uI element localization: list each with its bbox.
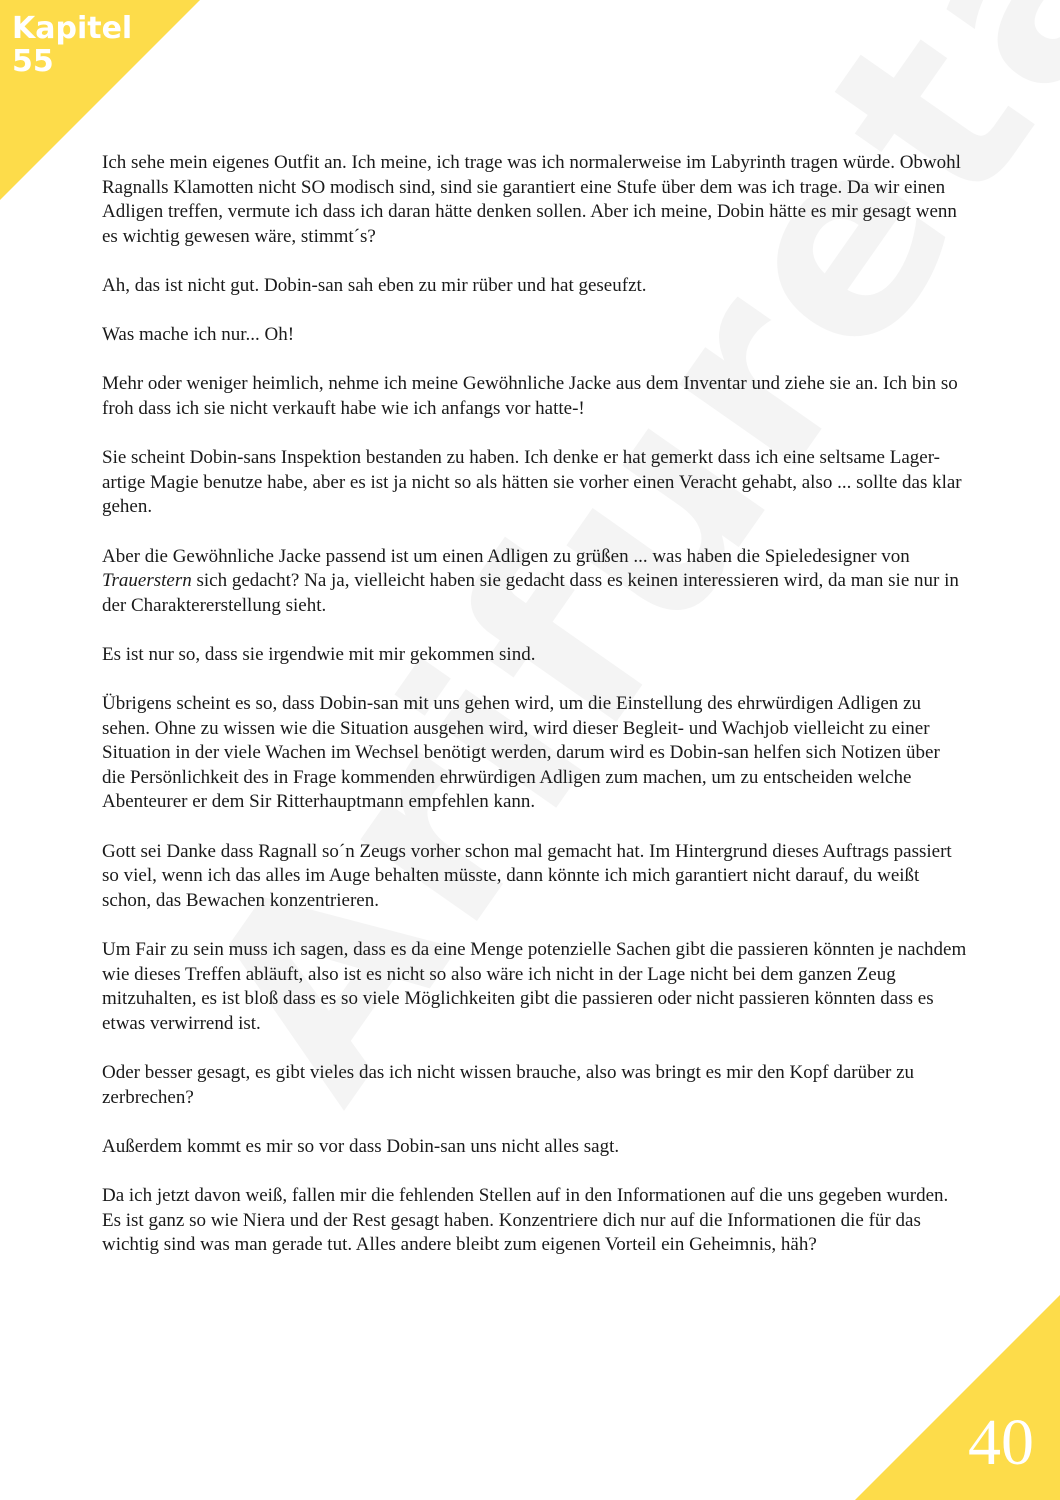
body-text (102, 151, 967, 1282)
paragraph: Ich sehe mein eigenes Outfit an. Ich meine, ich trage was ich normalerweise im Labyrinth tragen würde. Obwohl Ragnalls Klamotten nicht SO modisch sind, sind sie garantiert eine Stufe über dem was ich trage. Da wir einen Adligen treffen, vermute ich dass ich daran hätte denken sollen. Aber ich meine, Dobin hätte es mir gesagt wenn es wichtig gewesen wäre, stimmt´s? (102, 152, 961, 247)
text-run: sich gedacht? Na ja, vielleicht haben sie gedacht dass es keinen interessieren wird, da man sie nur in der Charaktererstellung sieht. (102, 570, 959, 616)
paragraph: Mehr oder weniger heimlich, nehme ich meine Gewöhnliche Jacke aus dem Inventar und ziehe sie an. Ich bin so froh dass ich sie nicht verkauft habe wie ich anfangs vor hatte-! (102, 373, 958, 419)
paragraph: Sie scheint Dobin-sans Inspektion bestanden zu haben. Ich denke er hat gemerkt dass ich eine seltsame Lager-artige Magie benutze habe, aber es ist ja nicht so als hätten sie vorher einen Veracht gehabt, also ... sollte das klar gehen. (102, 447, 962, 518)
page-number: 40 (968, 1406, 1034, 1479)
paragraph: Um Fair zu sein muss ich sagen, dass es da eine Menge potenzielle Sachen gibt die passieren könnten je nachdem wie dieses Treffen abläuft, also ist es nicht so also wäre ich nicht in der Lage nicht bei dem ganzen Zeug mitzuhalten, es ist bloß dass es so viele Möglichkeiten gibt die passieren oder nicht passieren könnten dass es etwas verwirrend ist. (102, 939, 967, 1034)
book-title: Trauerstern (102, 570, 192, 592)
paragraph: Was mache ich nur... Oh! (102, 324, 295, 346)
paragraph: Übrigens scheint es so, dass Dobin-san mit uns gehen wird, um die Einstellung des ehrwürdigen Adligen zu sehen. Ohne zu wissen wie die Situation ausgehen wird, wird dieser Begleit- und Wachjob vielleicht zu einer Situation in der viele Wachen im Wechsel benötigt werden, darum wird es Dobin-san helfen sich Notizen über die Persönlichkeit des in Frage kommenden ehrwürdigen Adligen zum machen, um zu entscheiden welche Abenteurer er dem Sir Ritterhauptmann empfehlen kann. (102, 693, 940, 813)
paragraph: Da ich jetzt davon weiß, fallen mir die fehlenden Stellen auf in den Informationen auf die uns gegeben wurden. Es ist ganz so wie Niera und der Rest gesagt haben. Konzentriere dich nur auf die Informationen die für das wichtig sind was man gerade tut. Alles andere bleibt zum eigenen Vorteil ein Geheimnis, häh? (102, 1184, 949, 1256)
chapter-word: Kapitel (12, 11, 133, 46)
paragraph: Gott sei Danke dass Ragnall so´n Zeugs vorher schon mal gemacht hat. Im Hintergrund dieses Auftrags passiert so viel, wenn ich das alles im Auge behalten müsste, dann könnte ich mich garantiert nicht darauf, du weißt schon, das Bewachen konzentrieren. (102, 840, 952, 911)
chapter-label (12, 12, 132, 78)
paragraph: Oder besser gesagt, es gibt vieles das ich nicht wissen brauche, also was bringt es mir den Kopf darüber zu zerbrechen? (102, 1061, 915, 1108)
paragraph: Es ist nur so, dass sie irgendwie mit mir gekommen sind. (102, 643, 536, 665)
chapter-number: 55 (12, 44, 54, 79)
text-run: Aber die Gewöhnliche Jacke passend ist um einen Adligen zu grüßen ... was haben die Spieledesigner von (102, 545, 910, 567)
paragraph: Außerdem kommt es mir so vor dass Dobin-san uns nicht alles sagt. (102, 1135, 620, 1157)
paragraph: Ah, das ist nicht gut. Dobin-san sah eben zu mir rüber und hat geseufzt. (102, 274, 647, 296)
paragraph-with-title (102, 545, 967, 619)
